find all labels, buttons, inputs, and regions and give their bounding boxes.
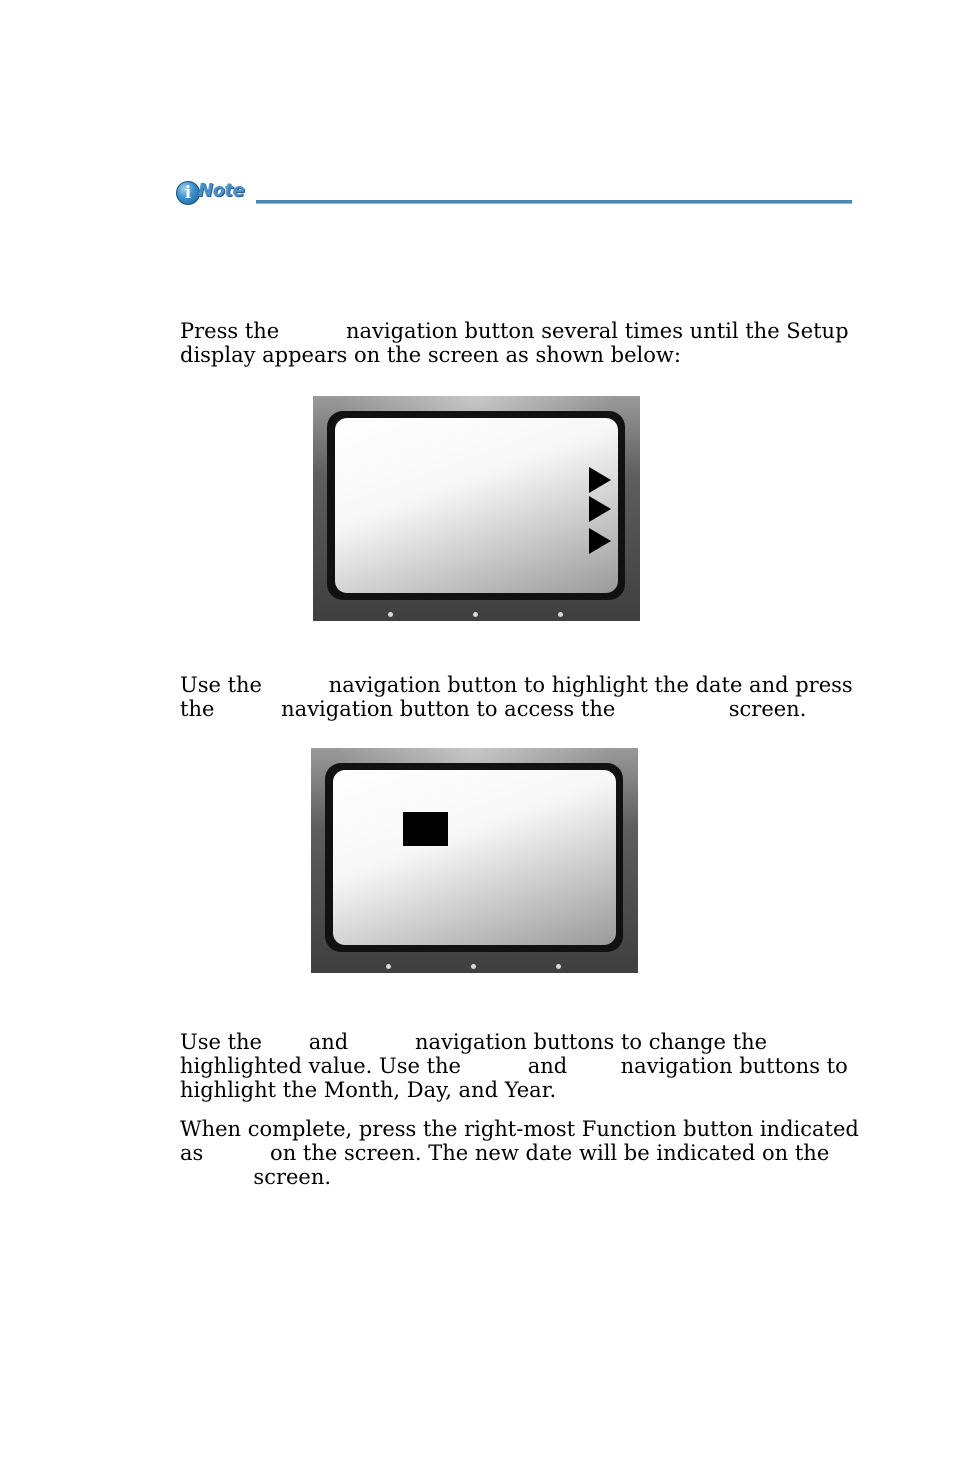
play-arrow-icon [589,467,611,493]
instruction-4-line-3: screen. [180,1165,332,1189]
device-screen [335,418,618,593]
function-button-indicator [471,964,476,969]
date-screen-illustration [311,748,638,973]
instruction-4-line-1: When complete, press the right-most Function button indicated [180,1117,859,1141]
instruction-3-line-3: highlight the Month, Day, and Year. [180,1078,557,1102]
function-button-indicator [558,612,563,617]
setup-screen-illustration [313,396,640,621]
instruction-2-line-2: the navigation button to access the screen. [180,697,807,721]
play-arrow-icon [589,496,611,522]
instruction-3-line-2: highlighted value. Use the and navigation buttons to [180,1054,848,1078]
instruction-1-line-2: display appears on the screen as shown below: [180,343,681,367]
function-button-indicator [473,612,478,617]
play-arrow-icon [589,528,611,554]
instruction-4-line-2: as on the screen. The new date will be indicated on the [180,1141,830,1165]
note-label: Note [198,180,245,201]
note-header [176,178,852,210]
function-button-indicator [386,964,391,969]
instruction-1-line-1: Press the navigation button several times until the Setup [180,319,849,343]
instruction-2-line-1: Use the navigation button to highlight the date and press [180,673,853,697]
function-button-indicator [388,612,393,617]
instruction-3-line-1: Use the and navigation buttons to change the [180,1030,768,1054]
info-icon [176,181,200,205]
device-screen [333,770,616,945]
highlighted-value-box [403,812,448,846]
function-button-indicator [556,964,561,969]
note-divider [256,200,852,204]
